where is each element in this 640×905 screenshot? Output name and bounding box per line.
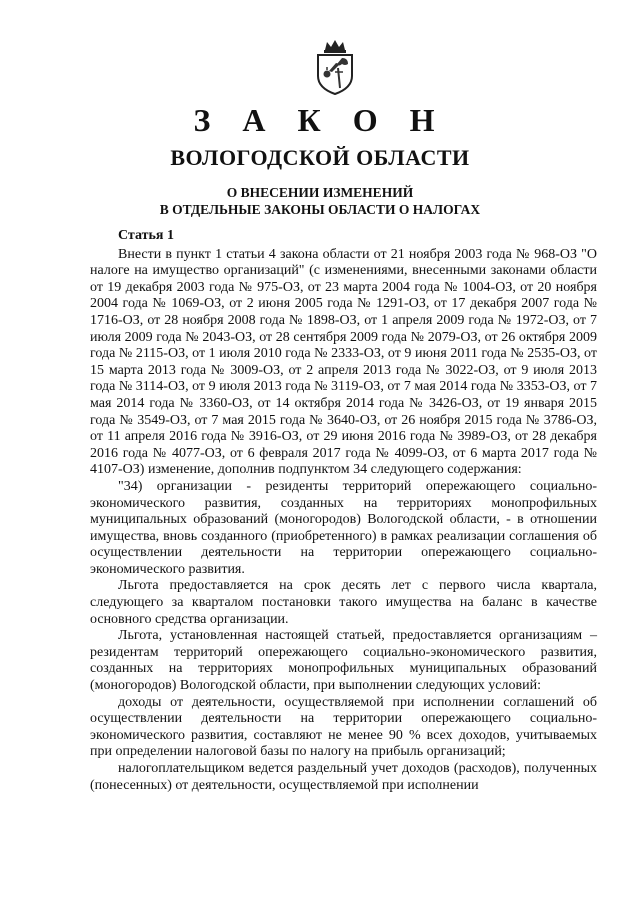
document-region: ВОЛОГОДСКОЙ ОБЛАСТИ [170, 145, 470, 170]
article-paragraph: доходы от деятельности, осуществляемой при исполнении соглашений об осуществлении деятельности на территории опережающего социально-экономического развития, составляют не менее 90 % всех доходов, учитываемых при определении налоговой базы по налогу на прибыль организаций; [90, 694, 597, 760]
coat-of-arms-icon [312, 38, 358, 96]
article-paragraph: Внести в пункт 1 статьи 4 закона области от 21 ноября 2003 года № 968-ОЗ "О налоге на имущество организаций" (с изменениями, внесенными законами области от 19 декабря 2003 года № 975-ОЗ, от 23 марта 2004 года № 1004-ОЗ, от 20 ноября 2004 года № 1069-ОЗ, от 2 июня 2005 года № 1291-ОЗ, от 17 декабря 2007 года № 1716-ОЗ, от 28 ноября 2008 года № 1898-ОЗ, от 1 апреля 2009 года № 1972-ОЗ, от 7 июля 2009 года № 2043-ОЗ, от 28 сентября 2009 года № 2079-ОЗ, от 26 октября 2009 года № 2115-ОЗ, от 1 июля 2010 года № 2333-ОЗ, от 9 июня 2011 года № 2535-ОЗ, от 15 марта 2013 года № 3009-ОЗ, от 2 апреля 2013 года № 3022-ОЗ, от 9 июля 2013 года № 3114-ОЗ, от 9 июля 2013 года № 3119-ОЗ, от 7 мая 2014 года № 3353-ОЗ, от 7 мая 2014 года № 3360-ОЗ, от 14 октября 2014 года № 3426-ОЗ, от 19 января 2015 года № 3549-ОЗ, от 7 мая 2015 года № 3640-ОЗ, от 26 ноября 2015 года № 3786-ОЗ, от 11 апреля 2016 года № 3916-ОЗ, от 29 июня 2016 года № 3989-ОЗ, от 28 декабря 2016 года № 4077-ОЗ, от 6 февраля 2017 года № 4099-ОЗ, от 6 марта 2017 года № 4107-ОЗ) изменение, дополнив подпунктом 34 следующего содержания: [90, 246, 597, 478]
article-body [90, 228, 597, 794]
document-subtitle [0, 184, 640, 218]
article-heading: Статья 1 [118, 228, 174, 243]
subtitle-line: В ОТДЕЛЬНЫЕ ЗАКОНЫ ОБЛАСТИ О НАЛОГАХ [159, 202, 481, 217]
article-paragraph: "34) организации - резиденты территорий опережающего социально-экономического развития, созданных на территориях монопрофильных муниципальных образований (моногородов) Вологодской области, - в отношении имущества, вновь созданного (приобретенного) в рамках реализации соглашения об осуществлении деятельности на территории опережающего социально-экономического развития. [90, 478, 597, 577]
article-paragraph: налогоплательщиком ведется раздельный учет доходов (расходов), полученных (понесенных) от деятельности, осуществляемой при исполнении [90, 761, 597, 793]
subtitle-line: О ВНЕСЕНИИ ИЗМЕНЕНИЙ [226, 185, 414, 200]
document-title: З А К О Н [193, 102, 447, 138]
article-paragraph: Льгота предоставляется на срок десять лет с первого числа квартала, следующего за кварталом постановки такого имущества на баланс в качестве основного средства организации. [90, 578, 597, 627]
article-paragraph: Льгота, установленная настоящей статьей, предоставляется организациям – резидентам территорий опережающего социально-экономического развития, созданных на территориях монопрофильных муниципальных образований (моногородов) Вологодской области, при выполнении следующих условий: [90, 628, 597, 694]
